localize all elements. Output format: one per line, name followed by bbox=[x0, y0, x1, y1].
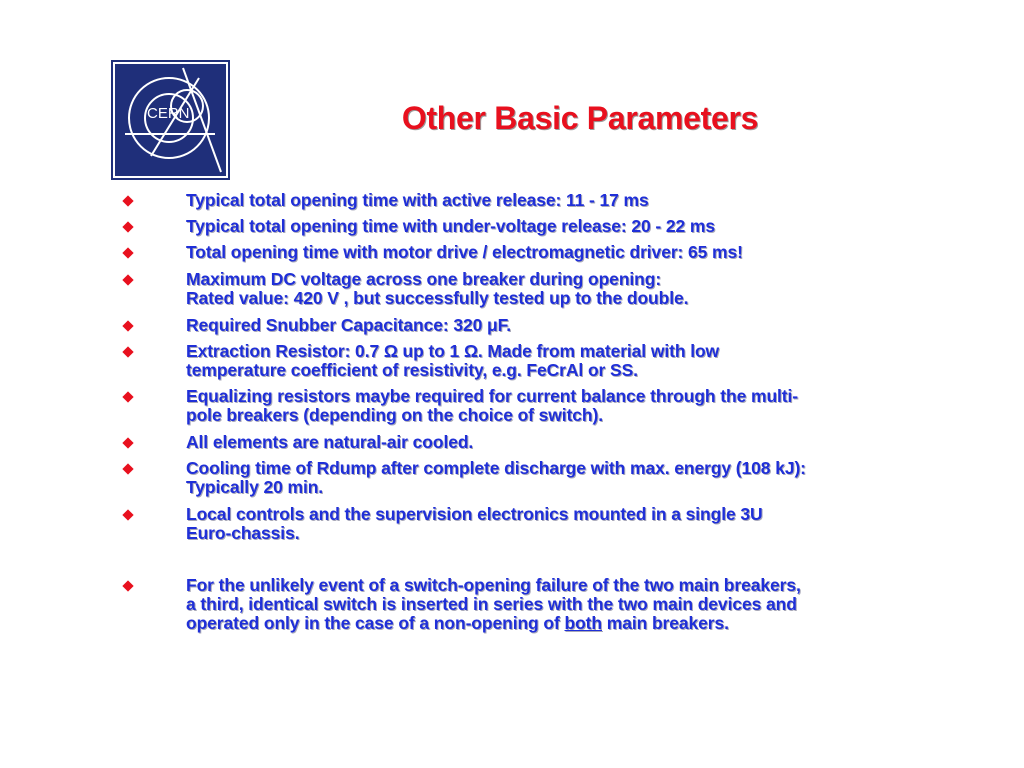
underlined-word: both bbox=[564, 613, 602, 633]
bullet-text: Typical total opening time with under-voltage release: 20 - 22 ms bbox=[186, 216, 716, 236]
bullet-diamond-icon bbox=[122, 320, 133, 331]
bullet-diamond-icon bbox=[122, 391, 133, 402]
bullet-diamond-icon bbox=[122, 463, 133, 474]
bullet-text: pole breakers (depending on the choice of switch). bbox=[186, 405, 604, 425]
bullet-text: Euro-chassis. bbox=[186, 523, 300, 543]
slide-title: Other Basic Parameters bbox=[401, 100, 759, 136]
bullet-text: All elements are natural-air cooled. bbox=[186, 432, 474, 452]
bullet-diamond-icon bbox=[122, 247, 133, 258]
bullet-diamond-icon bbox=[122, 509, 133, 520]
bullet-text: Equalizing resistors maybe required for current balance through the multi- bbox=[186, 386, 799, 406]
bullet-diamond-icon bbox=[122, 437, 133, 448]
bullet-text-part: main breakers. bbox=[601, 613, 729, 633]
bullet-text: Cooling time of Rdump after complete discharge with max. energy (108 kJ): bbox=[186, 458, 806, 478]
cern-logo-text: CERN bbox=[147, 105, 190, 122]
bullet-text: Typical total opening time with active release: 11 - 17 ms bbox=[186, 190, 649, 210]
bullet-text: Rated value: 420 V , but successfully tested up to the double. bbox=[186, 288, 689, 308]
bullet-text: For the unlikely event of a switch-opening failure of the two main breakers, bbox=[186, 575, 801, 595]
bullet-text: Local controls and the supervision electronics mounted in a single 3U bbox=[186, 504, 763, 524]
bullet-diamond-icon bbox=[122, 274, 133, 285]
bullet-text: a third, identical switch is inserted in series with the two main devices and bbox=[186, 594, 797, 614]
bullet-text: Extraction Resistor: 0.7 Ω up to 1 Ω. Made from material with low bbox=[186, 341, 720, 361]
bullet-text: temperature coefficient of resistivity, e.g. FeCrAl or SS. bbox=[186, 360, 638, 380]
bullet-text-last-line bbox=[186, 614, 729, 633]
bullet-text: Maximum DC voltage across one breaker during opening: bbox=[186, 269, 662, 289]
bullet-text-part: operated only in the case of a non-opening of bbox=[186, 613, 565, 633]
bullet-diamond-icon bbox=[122, 580, 133, 591]
bullet-text: Total opening time with motor drive / electromagnetic driver: 65 ms! bbox=[186, 242, 743, 262]
bullet-diamond-icon bbox=[122, 195, 133, 206]
bullet-text: Required Snubber Capacitance: 320 μF. bbox=[186, 315, 512, 335]
bullet-text: Typically 20 min. bbox=[186, 477, 324, 497]
bullet-diamond-icon bbox=[122, 346, 133, 357]
bullet-diamond-icon bbox=[122, 221, 133, 232]
